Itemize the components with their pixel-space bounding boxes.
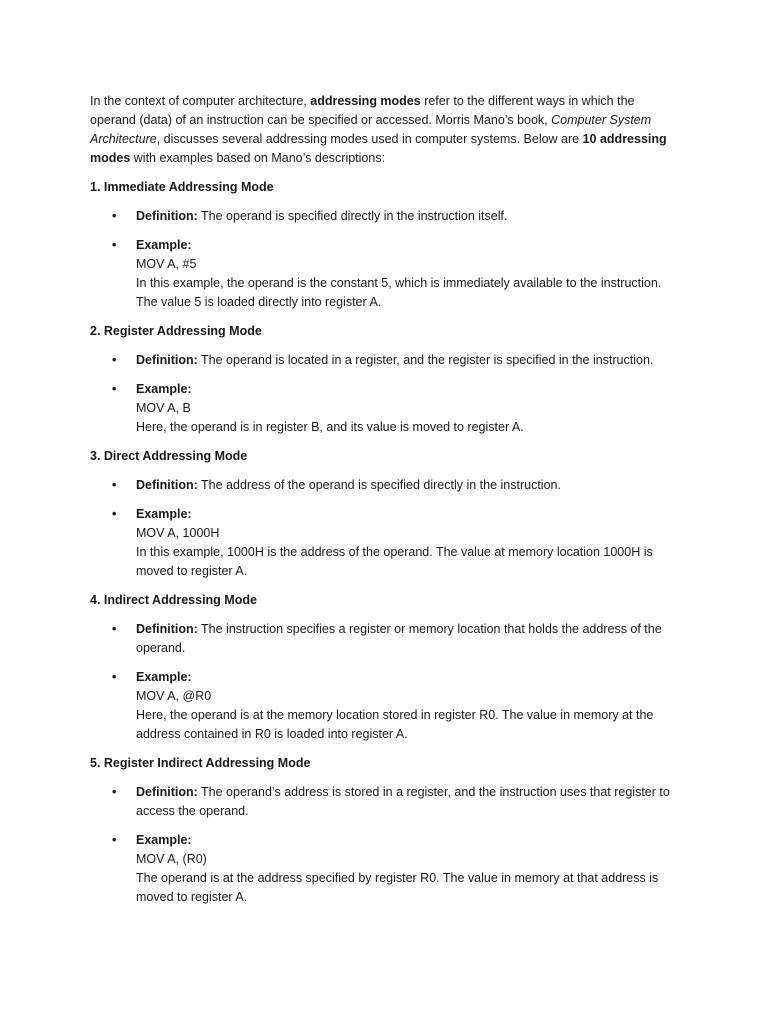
example-label: Example:: [136, 507, 192, 521]
intro-paragraph: [90, 92, 680, 168]
bullet-glyph: •: [112, 238, 117, 252]
example-explanation: The operand is at the address specified by register R0. The value in memory at that address is moved to register A.: [136, 871, 659, 904]
definition-text: The address of the operand is specified directly in the instruction.: [197, 478, 561, 492]
bullet-glyph: •: [112, 507, 117, 521]
intro-text: , discusses several addressing modes used in computer systems. Below are: [156, 132, 583, 146]
bullet-glyph: •: [112, 382, 117, 396]
definition-item: [90, 351, 680, 370]
bullet-glyph: •: [112, 670, 117, 684]
definition-text: The operand is specified directly in the instruction itself.: [197, 209, 508, 223]
example-explanation: Here, the operand is in register B, and its value is moved to register A.: [136, 420, 524, 434]
section-direct-addressing: [90, 447, 680, 581]
example-explanation: In this example, the operand is the constant 5, which is immediately available to the instruction. The value 5 is loaded directly into register A.: [136, 276, 662, 309]
definition-item: [90, 783, 680, 821]
definition-item: [90, 476, 680, 495]
example-code: MOV A, (R0): [136, 852, 207, 866]
section-immediate-addressing: [90, 178, 680, 312]
bullet-glyph: •: [112, 622, 117, 636]
example-explanation: In this example, 1000H is the address of the operand. The value at memory location 1000H is moved to register A.: [136, 545, 653, 578]
bullet-glyph: •: [112, 209, 117, 223]
definition-item: [90, 620, 680, 658]
definition-item: [90, 207, 680, 226]
example-code: MOV A, #5: [136, 257, 197, 271]
section-register-indirect-addressing: [90, 754, 680, 907]
definition-text: The operand is located in a register, and the register is specified in the instruction.: [197, 353, 654, 367]
example-item: [90, 505, 680, 581]
bullet-glyph: •: [112, 478, 117, 492]
example-code: MOV A, 1000H: [136, 526, 220, 540]
definition-text: The operand’s address is stored in a register, and the instruction uses that register to access the operand.: [136, 785, 670, 818]
section-heading: 4. Indirect Addressing Mode: [90, 593, 257, 607]
bullet-glyph: •: [112, 353, 117, 367]
bullet-list: [90, 620, 680, 744]
example-item: [90, 668, 680, 744]
bullet-list: [90, 351, 680, 437]
intro-text: In the context of computer architecture,: [90, 94, 311, 108]
bullet-list: [90, 783, 680, 907]
document-page: [90, 92, 680, 907]
intro-bold-term: addressing modes: [310, 94, 421, 108]
definition-label: Definition:: [136, 785, 198, 799]
section-heading: 2. Register Addressing Mode: [90, 324, 262, 338]
intro-text: refer to the different ways in which the operand (data) of an instruction can be specified or accessed. Morris Mano’s book,: [90, 94, 635, 127]
example-label: Example:: [136, 833, 192, 847]
bullet-list: [90, 207, 680, 312]
definition-label: Definition:: [136, 478, 198, 492]
example-label: Example:: [136, 238, 192, 252]
example-code: MOV A, B: [136, 401, 191, 415]
bullet-glyph: •: [112, 785, 117, 799]
section-heading: 1. Immediate Addressing Mode: [90, 180, 274, 194]
section-register-addressing: [90, 322, 680, 437]
example-label: Example:: [136, 382, 192, 396]
section-indirect-addressing: [90, 591, 680, 744]
definition-label: Definition:: [136, 209, 198, 223]
definition-label: Definition:: [136, 353, 198, 367]
bullet-glyph: •: [112, 833, 117, 847]
section-heading: 3. Direct Addressing Mode: [90, 449, 248, 463]
example-item: [90, 380, 680, 437]
definition-text: The instruction specifies a register or memory location that holds the address of the operand.: [136, 622, 662, 655]
example-item: [90, 831, 680, 907]
example-item: [90, 236, 680, 312]
example-explanation: Here, the operand is at the memory location stored in register R0. The value in memory at the address contained in R0 is loaded into register A.: [136, 708, 654, 741]
section-heading: 5. Register Indirect Addressing Mode: [90, 756, 311, 770]
example-code: MOV A, @R0: [136, 689, 212, 703]
definition-label: Definition:: [136, 622, 198, 636]
intro-text: with examples based on Mano’s descriptions:: [130, 151, 386, 165]
bullet-list: [90, 476, 680, 581]
example-label: Example:: [136, 670, 192, 684]
intro-bold-count: 10 addressing modes: [90, 132, 667, 165]
book-title: Computer System Architecture: [90, 113, 652, 146]
